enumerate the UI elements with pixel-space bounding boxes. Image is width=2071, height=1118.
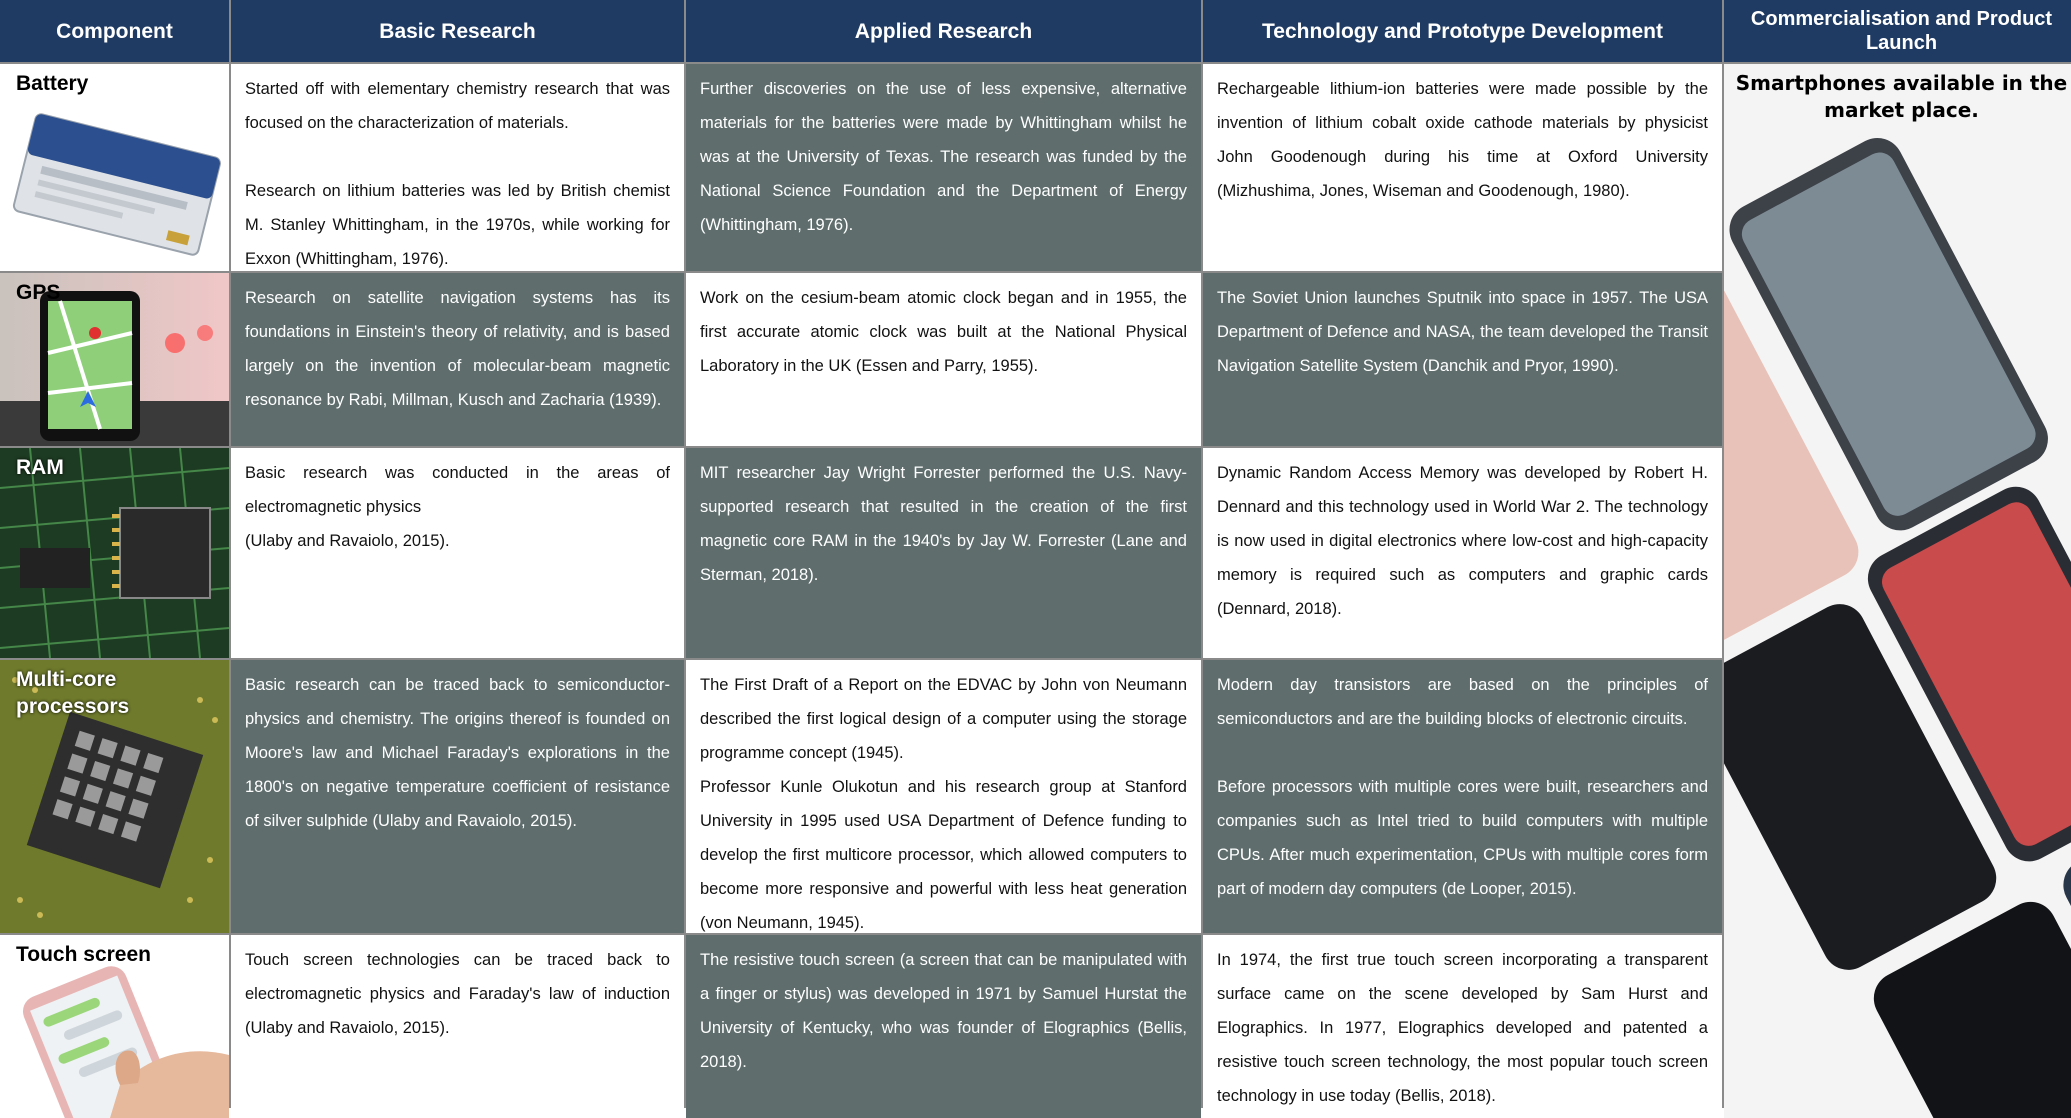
- paragraph: Further discoveries on the use of less expensive, alternative materials for the batteries were made by Whittingham whilst he was at the University of Texas. The research was funded by the National Science Foundation and the Department of Energy (Whittingham, 1976).: [700, 80, 1187, 234]
- battery-applied-research: [686, 64, 1201, 271]
- paragraph: Basic research can be traced back to semiconductor-physics and chemistry. The origins thereof is founded on Moore's law and Michael Faraday's explorations in the 1800's on negative temperature coefficient of resistance of silver sulphide (Ulaby and Ravaiolo, 2015).: [245, 676, 670, 830]
- multicore-applied-research: [686, 660, 1201, 933]
- multicore-basic-research: [231, 660, 684, 933]
- component-gps: [0, 273, 229, 446]
- gps-technology-development: [1203, 273, 1722, 446]
- touch-applied-research: [686, 935, 1201, 1118]
- paragraph: Work on the cesium-beam atomic clock began and in 1955, the first accurate atomic clock was built at the National Physical Laboratory in the UK (Essen and Parry, 1955).: [700, 289, 1187, 375]
- ram-basic-research: [231, 448, 684, 658]
- commercialisation-smartphones: [1724, 64, 2071, 1118]
- paragraph: Research on satellite navigation systems has its foundations in Einstein's theory of relativity, and is based largely on the invention of molecular-beam magnetic resonance by Rabi, Millman, Kusch and Zacharia (1939).: [245, 289, 670, 409]
- paragraph: Basic research was conducted in the areas of electromagnetic physics (Ulaby and Ravaiolo, 2015).: [245, 464, 670, 550]
- multicore-technology-development: [1203, 660, 1722, 933]
- component-label: Multi-core processors: [16, 668, 130, 718]
- header-technology-prototype: Technology and Prototype Development: [1203, 0, 1722, 62]
- ram-applied-research: [686, 448, 1201, 658]
- ram-technology-development: [1203, 448, 1722, 658]
- component-label: GPS: [16, 281, 61, 304]
- paragraph: Started off with elementary chemistry research that was focused on the characterization of materials.: [245, 80, 670, 132]
- paragraph: The resistive touch screen (a screen that can be manipulated with a finger or stylus) was developed in 1971 by Samuel Hurstat the University of Kentucky, who was founder of Elographics (Bellis, 2018).: [700, 951, 1187, 1071]
- paragraph: The Soviet Union launches Sputnik into space in 1957. The USA Department of Defence and NASA, the team developed the Transit Navigation Satellite System (Danchik and Pryor, 1990).: [1217, 289, 1708, 375]
- battery-technology-development: [1203, 64, 1722, 271]
- header-applied-research: Applied Research: [686, 0, 1201, 62]
- paragraph: Touch screen technologies can be traced back to electromagnetic physics and Faraday's law of induction (Ulaby and Ravaiolo, 2015).: [245, 951, 670, 1037]
- component-touch-screen: [0, 935, 229, 1118]
- touch-technology-development: [1203, 935, 1722, 1118]
- battery-basic-research: [231, 64, 684, 271]
- paragraph: Dynamic Random Access Memory was developed by Robert H. Dennard and this technology used in World War 2. The technology is now used in digital electronics where low-cost and high-capacity memory is required such as computers and graphic cards (Dennard, 2018).: [1217, 464, 1708, 618]
- commercial-caption: Smartphones available in the market place.: [1735, 71, 2068, 122]
- component-label: Touch screen: [16, 943, 151, 966]
- paragraph: MIT researcher Jay Wright Forrester performed the U.S. Navy-supported research that resulted in the creation of the first magnetic core RAM in the 1940's by Jay W. Forrester (Lane and Sterman, 2018).: [700, 464, 1187, 584]
- component-label: Battery: [16, 72, 89, 95]
- touch-basic-research: [231, 935, 684, 1118]
- component-label: RAM: [16, 456, 64, 479]
- header-component: Component: [0, 0, 229, 62]
- header-commercialisation: Commercialisation and Product Launch: [1724, 0, 2071, 62]
- paragraph: Rechargeable lithium-ion batteries were made possible by the invention of lithium cobalt oxide cathode materials by physicist John Goodenough during his time at Oxford University (Mizhushima, Jones, Wiseman and Goodenough, 1980).: [1217, 80, 1708, 200]
- paragraph: In 1974, the first true touch screen incorporating a transparent surface came on the scene developed by Sam Hurst and Elographics. In 1977, Elographics developed and patented a resistive touch screen technology, the most popular touch screen technology in use today (Bellis, 2018).: [1217, 951, 1708, 1105]
- smartphones-image: [1724, 64, 2071, 1118]
- component-ram: [0, 448, 229, 658]
- paragraph: Research on lithium batteries was led by British chemist M. Stanley Whittingham, in the 1970s, while working for Exxon (Whittingham, 1976).: [245, 182, 670, 268]
- gps-applied-research: [686, 273, 1201, 446]
- paragraph: Before processors with multiple cores were built, researchers and companies such as Intel tried to build computers with multiple CPUs. After much experimentation, CPUs with multiple cores form part of modern day computers (de Looper, 2015).: [1217, 778, 1708, 898]
- paragraph: Modern day transistors are based on the principles of semiconductors and are the building blocks of electronic circuits.: [1217, 676, 1708, 728]
- component-multicore: [0, 660, 229, 933]
- paragraph: The First Draft of a Report on the EDVAC by John von Neumann described the first logical design of a computer using the storage programme concept (1945). Professor Kunle Olukotun and his research group at Stanford University in 1995 used USA Department of Defence funding to develop the first multicore processor, which allowed computers to become more responsive and powerful with less heat generation (von Neumann, 1945).: [700, 676, 1187, 932]
- component-battery: [0, 64, 229, 271]
- header-basic-research: Basic Research: [231, 0, 684, 62]
- gps-basic-research: [231, 273, 684, 446]
